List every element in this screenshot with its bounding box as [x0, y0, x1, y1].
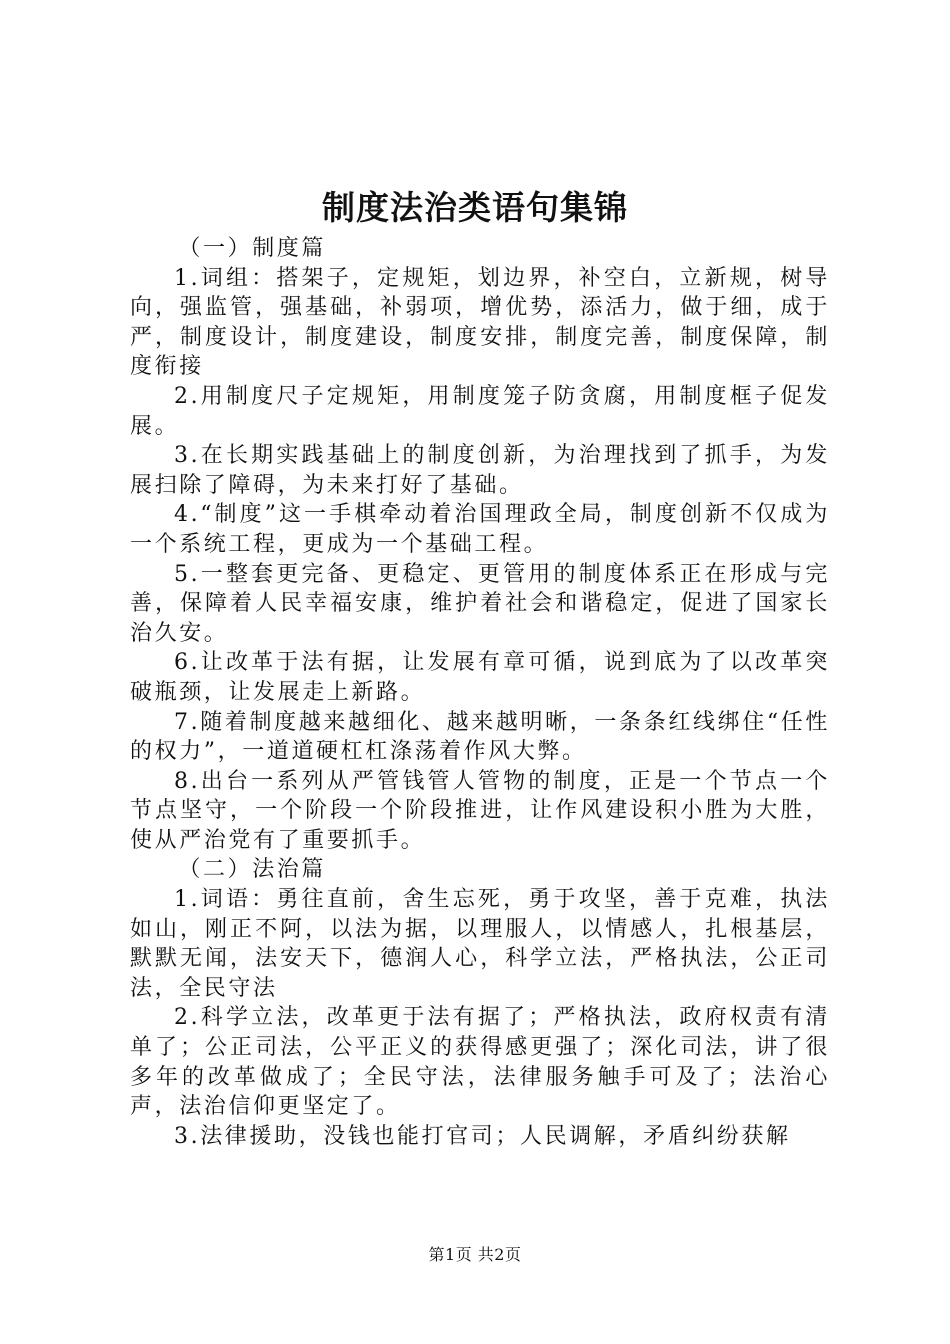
document-title: 制度法治类语句集锦	[322, 188, 628, 227]
document-body	[130, 234, 830, 1151]
paragraph: 1.词语：勇往直前，舍生忘死，勇于攻坚，善于克难，执法如山，刚正不阿，以法为据，以理服人，以情感人，扎根基层，默默无闻，法安天下，德润人心，科学立法，严格执法，公正司法，全民守法	[130, 887, 830, 1001]
paragraph: 3.在长期实践基础上的制度创新，为治理找到了抓手，为发展扫除了障碍，为未来打好了基础。	[130, 443, 830, 498]
section-heading-rule-of-law: （二）法治篇	[178, 857, 326, 883]
paragraph: 7.随着制度越来越细化、越来越明晰，一条条红线绑住“任性的权力”，一道道硬杠杠涤荡着作风大弊。	[130, 709, 830, 765]
paragraph: 1.词组：搭架子，定规矩，划边界，补空白，立新规，树导向，强监管，强基础，补弱项，增优势，添活力，做于细，成于严，制度设计，制度建设，制度安排，制度完善，制度保障，制度衔接	[130, 265, 830, 380]
paragraph: 2.科学立法，改革更于法有据了；严格执法，政府权责有清单了；公正司法，公平正义的获得感更强了；深化司法，讲了很多年的改革做成了；全民守法，法律服务触手可及了；法治心声，法治信仰更坚定了。	[130, 1005, 830, 1120]
paragraph: 4.“制度”这一手棋牵动着治国理政全局，制度创新不仅成为一个系统工程，更成为一个基础工程。	[130, 502, 830, 557]
paragraph: 2.用制度尺子定规矩，用制度笼子防贪腐，用制度框子促发展。	[130, 383, 830, 439]
section-heading-system: （一）制度篇	[178, 236, 326, 261]
paragraph: 6.让改革于法有据，让发展有章可循，说到底为了以改革突破瓶颈，让发展走上新路。	[130, 650, 830, 705]
paragraph: 3.法律援助，没钱也能打官司；人民调解，矛盾纠纷获解	[174, 1123, 791, 1149]
paragraph: 5.一整套更完备、更稳定、更管用的制度体系正在形成与完善，保障着人民幸福安康，维护着社会和谐稳定，促进了国家长治久安。	[130, 561, 830, 646]
page-number-footer: 第1页 共2页	[428, 1245, 522, 1264]
paragraph: 8.出台一系列从严管钱管人管物的制度，正是一个节点一个节点坚守，一个阶段一个阶段推进，让作风建设积小胜为大胜，使从严治党有了重要抓手。	[130, 768, 830, 853]
